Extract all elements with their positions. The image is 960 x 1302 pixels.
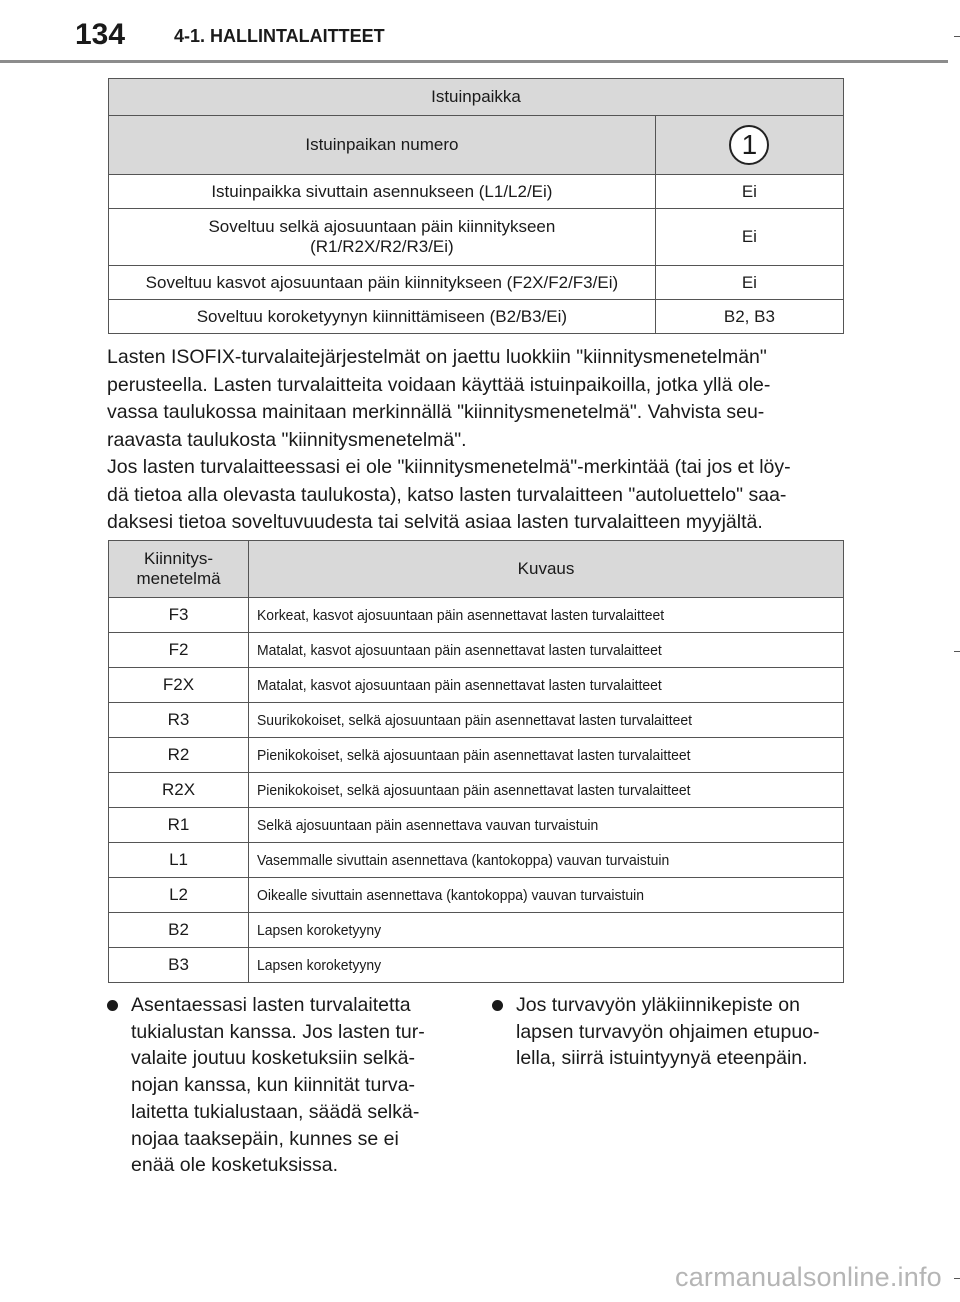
table-row	[109, 738, 844, 773]
method-description-cell	[249, 598, 844, 633]
method-description: Lapsen koroketyyny	[257, 921, 382, 939]
seat-position-table	[108, 78, 844, 334]
method-header-line: Kiinnitys-	[144, 549, 213, 568]
method-code: L1	[109, 843, 249, 878]
method-code: R2	[109, 738, 249, 773]
seat-position-header: Istuinpaikka	[109, 79, 844, 116]
edge-mark	[954, 36, 960, 37]
method-code: F2	[109, 633, 249, 668]
edge-mark	[954, 1278, 960, 1279]
table-row	[109, 703, 844, 738]
method-description: Pienikokoiset, selkä ajosuuntaan päin asennettavat lasten turvalaitteet	[257, 781, 691, 799]
section-title: 4-1. HALLINTALAITTEET	[174, 26, 385, 46]
method-description: Pienikokoiset, selkä ajosuuntaan päin asennettavat lasten turvalaitteet	[257, 746, 691, 764]
row-label: Istuinpaikka sivuttain asennukseen (L1/L2/Ei)	[109, 175, 656, 209]
method-description: Matalat, kasvot ajosuuntaan päin asennettavat lasten turvalaitteet	[257, 676, 662, 694]
row-label: Soveltuu koroketyynyn kiinnittämiseen (B2/B3/Ei)	[109, 300, 656, 334]
page-number: 134	[75, 18, 126, 51]
method-description-cell	[249, 913, 844, 948]
bullet-line: laitetta tukialustaan, säädä selkä-	[131, 1100, 420, 1123]
paragraph-line: Jos lasten turvalaitteessasi ei ole "kiinnitysmenetelmä"-merkintää (tai jos et löy-	[107, 456, 791, 478]
description-header: Kuvaus	[249, 541, 844, 598]
seat-number-label: Istuinpaikan numero	[109, 116, 656, 175]
table-row	[109, 808, 844, 843]
method-description-cell	[249, 808, 844, 843]
method-code: F2X	[109, 668, 249, 703]
bullet-line: Jos turvavyön yläkiinnikepiste on	[516, 994, 800, 1016]
bullet-line: valaite joutuu kosketuksiin selkä-	[131, 1047, 415, 1070]
method-description: Oikealle sivuttain asennettava (kantokoppa) vauvan turvaistuin	[257, 886, 644, 904]
paragraph-line: perusteella. Lasten turvalaitteita voidaan käyttää istuinpaikoilla, jotka yllä ole-	[107, 373, 771, 396]
method-description-cell	[249, 633, 844, 668]
row-value: Ei	[655, 209, 843, 266]
paragraph-line: daksesi tietoa soveltuvuudesta tai selvitä asiaa lasten turvalaitteen myyjältä.	[107, 511, 763, 533]
seat-number-circle: 1	[729, 125, 769, 165]
bullet-dot-icon	[492, 1000, 503, 1011]
bullet-line: nojan kanssa, kun kiinnität turva-	[131, 1074, 415, 1097]
table-header-row	[109, 79, 844, 116]
row-label-line: Soveltuu selkä ajosuuntaan päin kiinnitykseen	[208, 217, 556, 236]
table-row	[109, 773, 844, 808]
table-row	[109, 668, 844, 703]
method-description-cell	[249, 773, 844, 808]
watermark: carmanualsonline.info	[675, 1262, 942, 1292]
seat-number-cell	[655, 116, 843, 175]
row-value: B2, B3	[655, 300, 843, 334]
table-row	[109, 878, 844, 913]
table-row	[109, 209, 844, 266]
row-value: Ei	[655, 266, 843, 300]
method-code: L2	[109, 878, 249, 913]
method-description-cell	[249, 948, 844, 983]
method-code: R1	[109, 808, 249, 843]
method-code: R3	[109, 703, 249, 738]
bullet-line: enää ole kosketuksissa.	[131, 1154, 339, 1177]
table-row	[109, 843, 844, 878]
table-row	[109, 633, 844, 668]
method-description-cell	[249, 843, 844, 878]
body-paragraph	[107, 344, 847, 537]
row-label	[109, 209, 656, 266]
method-code: B3	[109, 948, 249, 983]
bullet-text	[131, 992, 457, 1179]
header-rule	[0, 60, 948, 63]
seat-number-row	[109, 116, 844, 175]
table-row	[109, 175, 844, 209]
bullet-dot-icon	[107, 1000, 118, 1011]
row-label-line: (R1/R2X/R2/R3/Ei)	[310, 237, 454, 256]
method-header	[109, 541, 249, 598]
table-row	[109, 598, 844, 633]
method-code: F3	[109, 598, 249, 633]
method-description: Selkä ajosuuntaan päin asennettava vauvan turvaistuin	[257, 816, 599, 834]
bullet-text	[516, 992, 848, 1072]
table-row	[109, 300, 844, 334]
method-description: Korkeat, kasvot ajosuuntaan päin asennettavat lasten turvalaitteet	[257, 606, 665, 624]
bullet-line: nojaa taaksepäin, kunnes se ei	[131, 1127, 399, 1150]
paragraph-line: vassa taulukossa mainitaan merkinnällä "kiinnitysmenetelmä". Vahvista seu-	[107, 401, 765, 423]
method-description-cell	[249, 878, 844, 913]
bullet-line: lapsen turvavyön ohjaimen etupuo-	[516, 1020, 820, 1043]
paragraph-line: dä tietoa alla olevasta taulukosta), katso lasten turvalaitteen "autoluettelo" saa-	[107, 483, 787, 506]
method-description: Suurikokoiset, selkä ajosuuntaan päin asennettavat lasten turvalaitteet	[257, 711, 693, 729]
row-label: Soveltuu kasvot ajosuuntaan päin kiinnitykseen (F2X/F2/F3/Ei)	[109, 266, 656, 300]
bullet-line: tukialustan kanssa. Jos lasten tur-	[131, 1020, 425, 1043]
paragraph-line: Lasten ISOFIX-turvalaitejärjestelmät on jaettu luokkiin "kiinnitysmenetelmän"	[107, 346, 767, 368]
table-row	[109, 266, 844, 300]
bullet-line: Asentaessasi lasten turvalaitetta	[131, 994, 411, 1016]
method-description-cell	[249, 738, 844, 773]
method-code: R2X	[109, 773, 249, 808]
table-row	[109, 948, 844, 983]
table-row	[109, 913, 844, 948]
method-description: Vasemmalle sivuttain asennettava (kantokoppa) vauvan turvaistuin	[257, 851, 670, 869]
method-header-line: menetelmä	[136, 569, 221, 588]
method-description: Matalat, kasvot ajosuuntaan päin asennettavat lasten turvalaitteet	[257, 641, 662, 659]
bullet-line: lella, siirrä istuintyynyä eteenpäin.	[516, 1047, 808, 1070]
method-description: Lapsen koroketyyny	[257, 956, 382, 974]
method-description-cell	[249, 668, 844, 703]
attachment-method-table	[108, 540, 844, 983]
method-code: B2	[109, 913, 249, 948]
row-value: Ei	[655, 175, 843, 209]
paragraph-line: raavasta taulukosta "kiinnitysmenetelmä".	[107, 428, 467, 451]
method-description-cell	[249, 703, 844, 738]
table-header-row	[109, 541, 844, 598]
page-header	[0, 0, 960, 62]
edge-mark	[954, 651, 960, 652]
